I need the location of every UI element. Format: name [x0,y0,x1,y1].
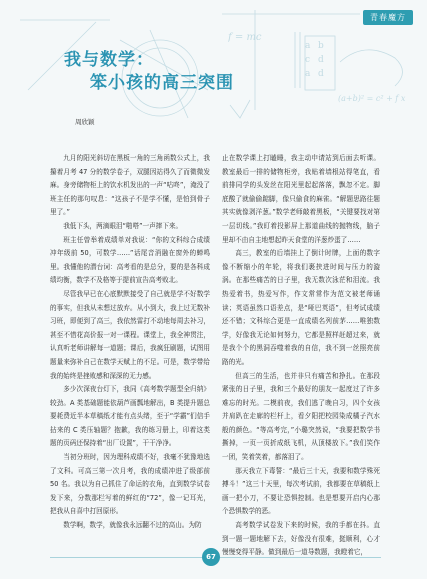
paragraph: 高三，教室的后墙挂上了倒计时牌，上面的数字像不断缩小的年轮，将我们裹挟进时间与压力的漩涡。在那些痛苦的日子里，我无数次泳茫和泪流。我热爱着书，热爱写作，作文常常作为范文被老师诵读；英语虽然口语差点，是“哑巴英语”，但考试成绩还不错；文科综合更是一直成绩名列前茅……唯独数学，好像我无论如何努力，它都是照样赶超过来，就是我个个的黑洞吞噬着我的自信，我不到一丝照亮前路的光。 [222,249,380,366]
paragraph: 尽管我早已在心底默默接受了自己就是学不好数学的事实，但我从未想过放弃。从小到大，我上过无数补习班，即便到了高三，我依然雷打不动地每周去补习，甚至不惜花高价报一对一课程。课堂上，我全神贯注，认真听老师讲解每一道题；课后，我疯狂刷题，试图用题量来弥补自己在数学天赋上的不足。可是，数学带给我的始终是挫败感和深深的无力感。 [50,289,210,380]
svg-text:b: b [318,41,324,51]
formula-doodle-2 [338,88,423,108]
paragraph: 多少次深夜台灯下，我同《高考数学题型全归纳》较劲。A 类基础题能依葫芦画瓢地解出，B 类提升题总要耗费近半本草稿纸才能有点头绪，至于“学霸”们信手拈来的 C 类压轴题？抱歉，我的练习册上，印着这类题的页码还保持着“出厂设置”，干干净净。 [50,385,210,448]
article-column-right [222,152,380,560]
paragraph: 高考数学试卷发下来的时候，我的手都在抖。直到一题一题地解下去，好像没有很难，挺顺利，心才慢慢变得平静。做到最后一道导数题，我瞪着它， [222,521,380,557]
svg-text:d: d [318,55,324,65]
svg-text:a: a [305,69,311,79]
article-title-line2: 笨小孩的高三突围 [90,73,234,93]
paragraph: 我低下头，两滴眼泪“啪嗒”一声摔下来。 [63,221,183,230]
formula-text: f = mc [228,32,262,43]
paragraph: 班主任曾举着成绩单对我说：“你的文科综合成绩冲年级前 50，可数学……”话尾音消融在窗外的蝉鸣里。我懂他的潜台词：高考看的是总分，要的是各科成绩均衡，数学不及格等于提前宣告高考败北。 [50,235,210,285]
svg-text:a: a [305,41,311,51]
page-number: 67 [202,548,220,566]
column-tag: 青春魔方 [363,10,413,25]
paragraph: 但高三的生活，也并非只有痛苦和挣扎。在那段紧张的日子里，我和三个最好的朋友一起度过了许多难忘的时光。二模前夜，我们逃了晚自习，四个女孩并肩趴在走廊的栏杆上，看夕阳把校园染成橘子汽水般的颜色。“等高考完，”小璐突然说，“我要把数学书撕掉，一页一页折成纸飞机，从顶楼放下。”我们笑作一团，笑着笑着，都落泪了。 [222,371,380,462]
paragraph: 数学啊，数学，就像我永远翻不过的高山。为防 [63,521,202,530]
article-title-line1: 我与数学： [64,50,154,70]
svg-text:c: c [305,55,311,65]
formula-doodle [228,28,288,44]
article-author: 周欣颖 [75,118,95,126]
article-column-left [50,152,210,533]
paragraph: 那天我立下毒誓：“最后三十天，我要和数学殊死搏斗！”这三十天里，每次考试前，我都要在草稿纸上画一把小刀，不要让恐惧控制。也是想要开启内心那个恐惧数学的恶。 [222,466,380,516]
formula-text-2: (a+b)² = c² + f x [338,94,406,103]
paragraph: 九月的阳光斜切在黑板一角的三角函数公式上，我攥着月考 47 分的数学卷子，双腿因站得久了而微微发麻。身旁储物柜上的饮水机发出的一声“咕咚”，淹没了班主任的那句叹息：“这孩子不是学不懂，是怕到骨子里了。” [50,154,210,217]
paragraph: 当初分班时，因为理科成绩不好，我毫不犹豫地选了文科。可高三第一次月考，我的成绩冲进了级部前 50 名。我以为自己抓住了命运的衣角，直到数学试卷发下来，分数那栏写着的鲜红的“72”，像一记耳光，把我从自喜中打回原形。 [50,453,210,516]
svg-text:d: d [318,69,324,79]
paragraph: 止在数学课上打瞌睡，我主动申请站到后面去听课。教室最后一排的储物柜旁，我贴着墙根站得笔直，看前排同学的头发丝在阳光里起起落落，飘忽不定。脚底酸了就偷偷踮脚，像只偷食的麻雀。“解题思路往题其实就像剥洋葱。”数学老师敲着黑板，“关键要找对第一层切线。”我盯着投影屏上那道曲线的抛物线，脑子里却不由自主地想起昨天食堂的洋葱炒蛋了…… [222,154,380,244]
